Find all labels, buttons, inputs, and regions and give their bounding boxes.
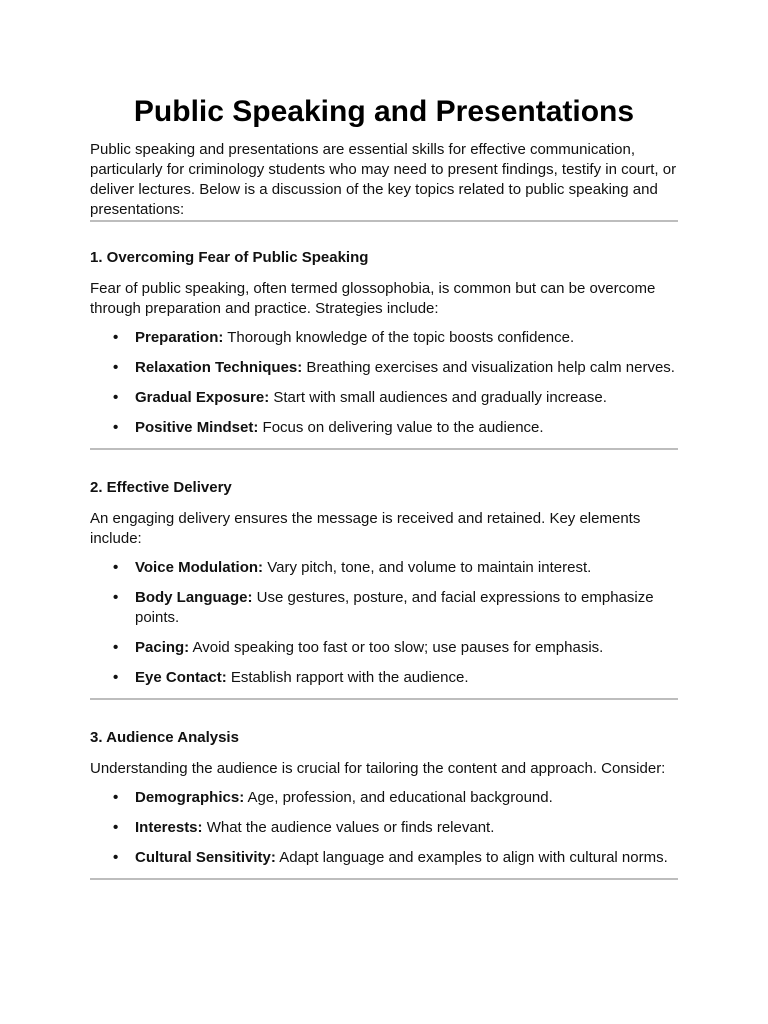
list-item (113, 358, 678, 378)
section-heading: 3. Audience Analysis (90, 729, 239, 746)
item-term: Gradual Exposure: (135, 389, 270, 406)
section-divider (90, 448, 678, 450)
item-term: Cultural Sensitivity: (135, 849, 276, 866)
list-item (113, 588, 678, 628)
list-item (113, 818, 678, 838)
item-text: Breathing exercises and visualization help calm nerves. (302, 359, 675, 376)
list-item (113, 388, 678, 408)
bullet-icon: • (113, 419, 119, 436)
bullet-list (90, 558, 678, 688)
list-item (113, 558, 678, 578)
item-text: Age, profession, and educational background. (244, 789, 553, 806)
list-item (113, 328, 678, 348)
bullet-icon: • (113, 359, 119, 376)
item-text: Focus on delivering value to the audience. (258, 419, 544, 436)
item-text: Establish rapport with the audience. (226, 669, 469, 686)
section-audience-analysis (90, 728, 678, 868)
item-text: Vary pitch, tone, and volume to maintain interest. (263, 559, 592, 576)
bullet-icon: • (113, 589, 119, 606)
section-description: An engaging delivery ensures the message is received and retained. Key elements include: (90, 510, 641, 547)
bullet-list (90, 788, 678, 868)
bullet-icon: • (113, 559, 119, 576)
section-effective-delivery (90, 478, 678, 688)
bullet-list (90, 328, 678, 438)
bullet-icon: • (113, 669, 119, 686)
page-title: Public Speaking and Presentations (133, 95, 635, 128)
item-text: Use gestures, posture, and facial expressions to emphasize points. (135, 589, 654, 626)
section-description: Understanding the audience is crucial for tailoring the content and approach. Consider: (90, 760, 666, 777)
list-item (113, 418, 678, 438)
bullet-icon: • (113, 639, 119, 656)
list-item (113, 788, 678, 808)
item-term: Voice Modulation: (135, 559, 264, 576)
list-item (113, 668, 678, 688)
item-text: Avoid speaking too fast or too slow; use pauses for emphasis. (189, 639, 604, 656)
item-term: Positive Mindset: (135, 419, 259, 436)
bullet-icon: • (113, 329, 119, 346)
item-term: Eye Contact: (135, 669, 227, 686)
section-heading: 1. Overcoming Fear of Public Speaking (90, 249, 369, 266)
item-term: Preparation: (135, 329, 224, 346)
item-term: Demographics: (135, 789, 245, 806)
section-overcoming-fear (90, 248, 678, 438)
bullet-icon: • (113, 819, 119, 836)
section-description: Fear of public speaking, often termed glossophobia, is common but can be overcome through preparation and practice. Strategies include: (90, 280, 656, 317)
section-heading: 2. Effective Delivery (90, 479, 232, 496)
bullet-icon: • (113, 849, 119, 866)
item-term: Body Language: (135, 589, 253, 606)
list-item (113, 638, 678, 658)
item-text: What the audience values or finds relevant. (202, 819, 495, 836)
item-text: Thorough knowledge of the topic boosts confidence. (223, 329, 575, 346)
item-text: Start with small audiences and gradually increase. (269, 389, 607, 406)
item-term: Relaxation Techniques: (135, 359, 303, 376)
intro-paragraph: Public speaking and presentations are essential skills for effective communication, particularly for criminology students who may need to present findings, testify in court, or deliver lectures. Below is a discussion of the key topics related to public speaking and presentations: (90, 141, 677, 218)
section-divider (90, 220, 678, 222)
item-text: Adapt language and examples to align with cultural norms. (275, 849, 668, 866)
section-divider (90, 878, 678, 880)
item-term: Interests: (135, 819, 203, 836)
list-item (113, 848, 678, 868)
bullet-icon: • (113, 389, 119, 406)
bullet-icon: • (113, 789, 119, 806)
section-divider (90, 698, 678, 700)
item-term: Pacing: (135, 639, 190, 656)
